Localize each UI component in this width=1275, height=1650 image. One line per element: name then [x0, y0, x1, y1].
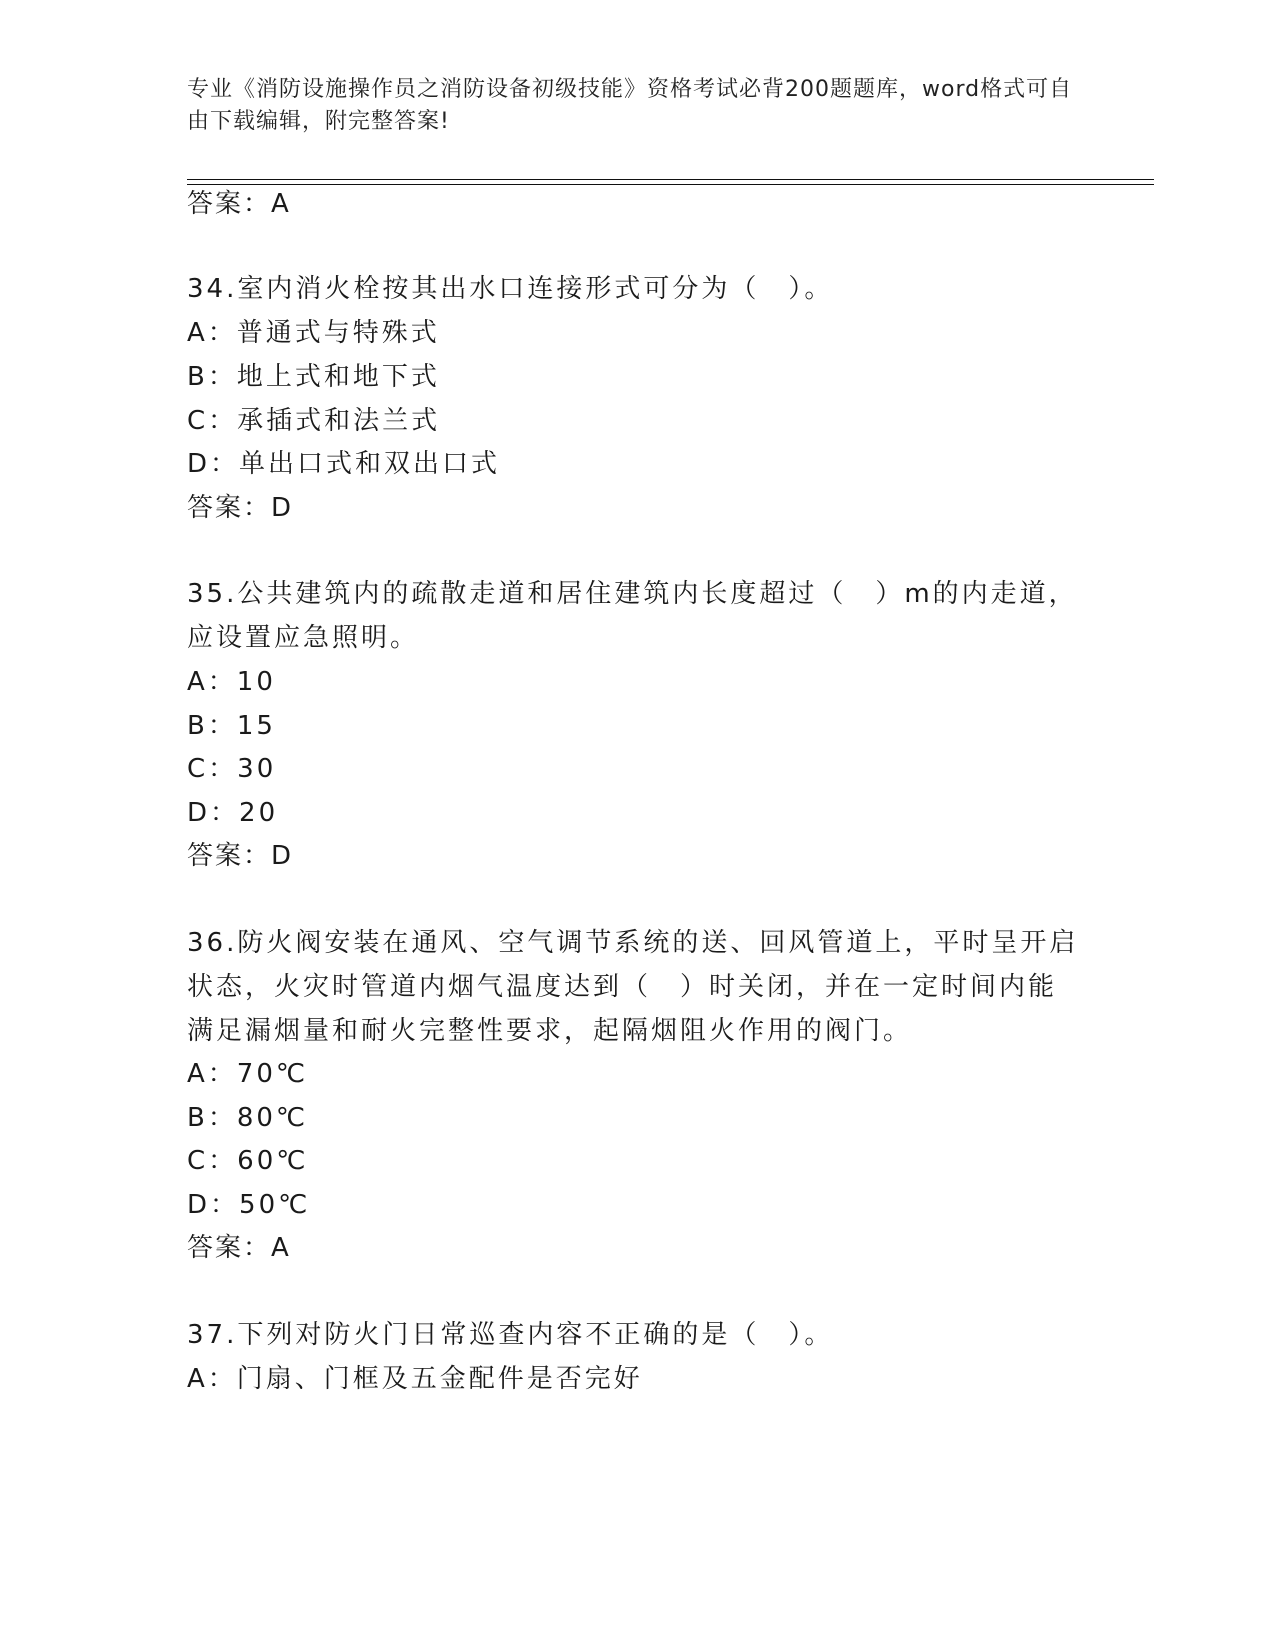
question-stem-line: 满足漏烟量和耐火完整性要求，起隔烟阻火作用的阀门。	[187, 1016, 913, 1046]
question-stem: 37.下列对防火门日常巡查内容不正确的是（ ）。	[187, 1320, 834, 1350]
option-b: B：80℃	[187, 1103, 309, 1133]
option-a: A：10	[187, 667, 276, 697]
question-stem-line: 36.防火阀安装在通风、空气调节系统的送、回风管道上，平时呈开启	[187, 928, 1079, 958]
question-stem-line: 应设置应急照明。	[187, 623, 420, 653]
answer-line: 答案：D	[187, 841, 294, 871]
question-stem-line: 35.公共建筑内的疏散走道和居住建筑内长度超过（ ）m的内走道，	[187, 579, 1078, 609]
option-b: B：15	[187, 711, 276, 741]
answer-line: 答案：A	[187, 1233, 291, 1263]
answer-line: 答案：A	[187, 189, 291, 219]
header-divider-top	[187, 179, 1154, 180]
answer-line: 答案：D	[187, 493, 294, 523]
option-d: D：50℃	[187, 1190, 311, 1220]
option-c: C：承插式和法兰式	[187, 406, 441, 436]
question-stem: 34.室内消火栓按其出水口连接形式可分为（ ）。	[187, 274, 834, 304]
document-header: 专业《消防设施操作员之消防设备初级技能》资格考试必背200题题库，word格式可自由下载编辑，附完整答案!	[187, 77, 1073, 134]
option-d: D：20	[187, 798, 279, 828]
option-d: D：单出口式和双出口式	[187, 449, 501, 479]
header-divider-bottom	[187, 184, 1154, 185]
option-a: A：70℃	[187, 1059, 309, 1089]
option-b: B：地上式和地下式	[187, 362, 440, 392]
option-a: A：普通式与特殊式	[187, 318, 440, 348]
option-c: C：30	[187, 754, 277, 784]
option-c: C：60℃	[187, 1146, 309, 1176]
option-a: A：门扇、门框及五金配件是否完好	[187, 1364, 643, 1394]
question-stem-line: 状态，火灾时管道内烟气温度达到（ ）时关闭，并在一定时间内能	[187, 972, 1058, 1002]
